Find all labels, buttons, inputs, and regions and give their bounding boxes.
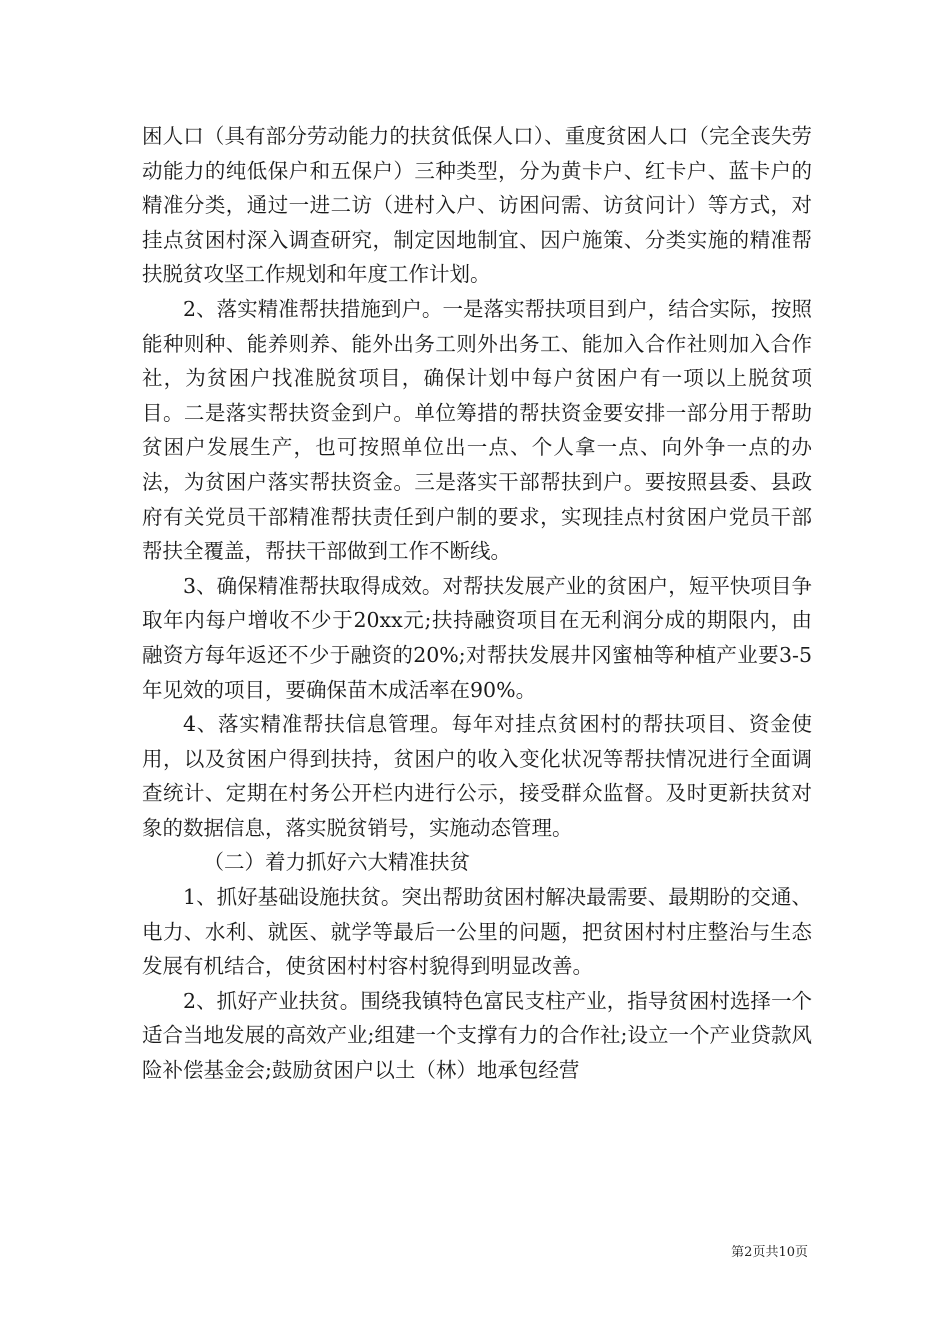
paragraph-infrastructure: 1、抓好基础设施扶贫。突出帮助贫困村解决最需要、最期盼的交通、电力、水利、就医、就学等最后一公里的问题，把贫困村村庄整治与生态发展有机结合，使贫困村村容村貌得到明显改善。 (142, 885, 812, 979)
paragraph-item-2: 2、落实精准帮扶措施到户。一是落实帮扶项目到户，结合实际，按照能种则种、能养则养、能外出务工则外出务工、能加入合作社则加入合作社，为贫困户找准脱贫项目，确保计划中每户贫困户有一项以上脱贫项目。二是落实帮扶资金到户。单位筹措的帮扶资金要安排一部分用于帮助贫困户发展生产，也可按照单位出一点、个人拿一点、向外争一点的办法，为贫困户落实帮扶资金。三是落实干部帮扶到户。要按照县委、县政府有关党员干部精准帮扶责任到户制的要求，实现挂点村贫困户党员干部帮扶全覆盖，帮扶干部做到工作不断线。 (142, 296, 812, 564)
document-body (142, 119, 812, 1088)
section-heading: （二）着力抓好六大精准扶贫 (203, 850, 470, 875)
page-number: 第2页共10页 (731, 1245, 808, 1260)
paragraph-item-4: 4、落实精准帮扶信息管理。每年对挂点贫困村的帮扶项目、资金使用，以及贫困户得到扶持，贫困户的收入变化状况等帮扶情况进行全面调查统计、定期在村务公开栏内进行公示，接受群众监督。及时更新扶贫对象的数据信息，落实脱贫销号，实施动态管理。 (142, 712, 812, 840)
paragraph-item-3: 3、确保精准帮扶取得成效。对帮扶发展产业的贫困户，短平快项目争取年内每户增收不少于20xx元;扶持融资项目在无利润分成的期限内，由融资方每年返还不少于融资的20%;对帮扶发展井冈蜜柚等种植产业要3-5年见效的项目，要确保苗木成活率在90%。 (142, 573, 812, 702)
paragraph-continued: 困人口（具有部分劳动能力的扶贫低保人口）、重度贫困人口（完全丧失劳动能力的纯低保户和五保户）三种类型，分为黄卡户、红卡户、蓝卡户的精准分类，通过一进二访（进村入户、访困问需、访贫问计）等方式，对挂点贫困村深入调查研究，制定因地制宜、因户施策、分类实施的精准帮扶脱贫攻坚工作规划和年度工作计划。 (142, 124, 812, 287)
paragraph-industry: 2、抓好产业扶贫。围绕我镇特色富民支柱产业，指导贫困村选择一个适合当地发展的高效产业;组建一个支撑有力的合作社;设立一个产业贷款风险补偿基金会;鼓励贫困户以土（林）地承包经营 (142, 988, 812, 1083)
